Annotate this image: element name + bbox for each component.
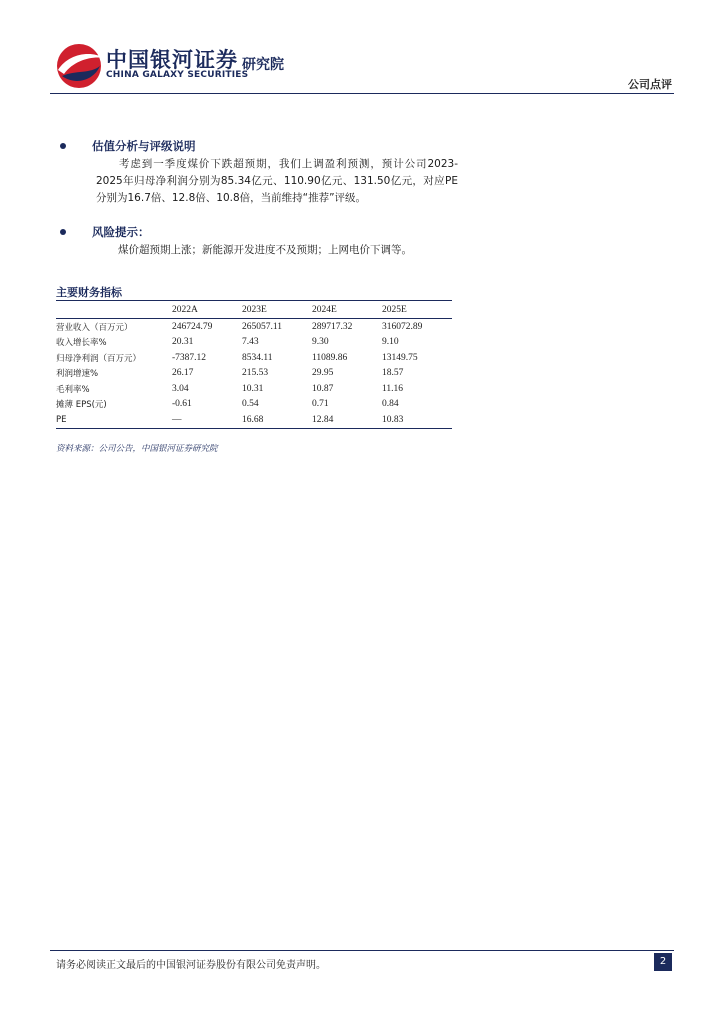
document-type: 公司点评 bbox=[628, 78, 672, 91]
financials-table-wrapper bbox=[56, 300, 452, 429]
brand-name-en: CHINA GALAXY SECURITIES bbox=[106, 70, 249, 80]
table-cell: 7.43 bbox=[242, 337, 259, 348]
table-cell: 316072.89 bbox=[382, 321, 423, 332]
paragraph-text: 考虑到一季度煤价下跌超预期，我们上调盈利预测，预计公司2023-2025年归母净利润分别为85.34亿元、110.90亿元、131.50亿元，对应PE分别为16.7倍、12.8倍、10.8倍，当前维持“推荐”评级。 bbox=[96, 158, 458, 204]
table-cell: — bbox=[172, 412, 242, 428]
table-cell: 0.54 bbox=[242, 399, 259, 410]
galaxy-logo-icon bbox=[50, 40, 108, 92]
table-cell: 20.31 bbox=[172, 337, 194, 348]
column-header: 2024E bbox=[312, 301, 382, 319]
row-label: 收入增长率% bbox=[56, 338, 107, 349]
table-cell: 0.71 bbox=[312, 399, 329, 410]
section-title: 风险提示： bbox=[92, 225, 150, 239]
table-row bbox=[56, 397, 452, 413]
disclaimer-note: 请务必阅读正文最后的中国银河证券股份有限公司免责声明。 bbox=[56, 960, 326, 971]
table-cell: 10.31 bbox=[242, 383, 264, 394]
section-title: 估值分析与评级说明 bbox=[92, 139, 196, 153]
table-row bbox=[56, 319, 452, 335]
column-header: 2023E bbox=[242, 301, 312, 319]
row-label: 归母净利润（百万元） bbox=[56, 353, 142, 364]
table-cell: 246724.79 bbox=[172, 321, 213, 332]
section-heading-risk bbox=[60, 224, 150, 240]
bullet-icon bbox=[60, 229, 66, 235]
institute-name: 研究院 bbox=[242, 57, 284, 73]
column-header bbox=[56, 301, 172, 319]
table-cell: 215.53 bbox=[242, 368, 269, 379]
table-cell: 265057.11 bbox=[242, 321, 283, 332]
row-label: 营业收入（百万元） bbox=[56, 322, 133, 333]
table-cell: 10.87 bbox=[312, 383, 334, 394]
footer-divider bbox=[50, 950, 674, 951]
column-header: 2022A bbox=[172, 301, 242, 319]
row-label: 利润增速% bbox=[56, 369, 99, 380]
row-label: 摊薄 EPS(元) bbox=[56, 400, 107, 411]
table-cell: 12.84 bbox=[312, 412, 382, 428]
table-cell: 289717.32 bbox=[312, 321, 353, 332]
table-cell: 8534.11 bbox=[242, 352, 273, 363]
table-cell: 13149.75 bbox=[382, 352, 418, 363]
row-label: PE bbox=[56, 412, 172, 428]
table-row bbox=[56, 381, 452, 397]
table-cell: 9.30 bbox=[312, 337, 329, 348]
table-cell: 0.84 bbox=[382, 399, 399, 410]
table-cell: -7387.12 bbox=[172, 352, 207, 363]
bullet-icon bbox=[60, 143, 66, 149]
section-heading-valuation bbox=[60, 138, 196, 154]
table-row bbox=[56, 350, 452, 366]
table-cell: 26.17 bbox=[172, 368, 194, 379]
table-cell: 10.83 bbox=[382, 412, 452, 428]
table-title: 主要财务指标 bbox=[56, 286, 122, 299]
financials-table bbox=[56, 300, 452, 429]
table-row bbox=[56, 412, 452, 428]
table-source-note: 资料来源：公司公告，中国银河证券研究院 bbox=[56, 444, 218, 454]
paragraph-text: 煤价超预期上涨；新能源开发进度不及预期；上网电价下调等。 bbox=[118, 244, 412, 256]
table-header-row bbox=[56, 301, 452, 319]
table-cell: 29.95 bbox=[312, 368, 334, 379]
brand-name-cn: 中国银河证券 bbox=[106, 48, 238, 72]
table-cell: -0.61 bbox=[172, 399, 192, 410]
table-cell: 3.04 bbox=[172, 383, 189, 394]
risk-paragraph bbox=[96, 242, 458, 259]
table-cell: 11.16 bbox=[382, 383, 404, 394]
table-row bbox=[56, 335, 452, 351]
header-divider bbox=[50, 93, 674, 94]
table-cell: 18.57 bbox=[382, 368, 404, 379]
row-label: 毛利率% bbox=[56, 384, 90, 395]
table-cell: 11089.86 bbox=[312, 352, 348, 363]
table-row bbox=[56, 366, 452, 382]
column-header: 2025E bbox=[382, 301, 452, 319]
table-cell: 16.68 bbox=[242, 412, 312, 428]
table-cell: 9.10 bbox=[382, 337, 399, 348]
valuation-paragraph bbox=[96, 156, 458, 207]
page-number: 2 bbox=[654, 953, 672, 971]
